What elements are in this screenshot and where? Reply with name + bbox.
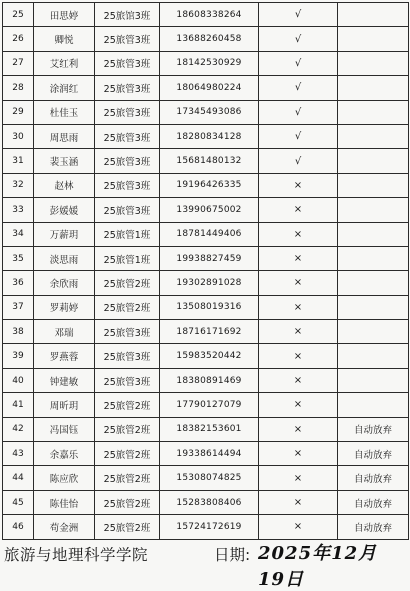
remark <box>338 344 409 368</box>
status-mark: √ <box>259 3 338 27</box>
student-name: 淡思雨 <box>34 246 95 270</box>
status-mark: √ <box>259 51 338 75</box>
class-name: 25旅管2班 <box>95 490 160 514</box>
class-name: 25旅管2班 <box>95 442 160 466</box>
remark <box>338 173 409 197</box>
phone-number: 18382153601 <box>160 417 259 441</box>
phone-number: 18781449406 <box>160 222 259 246</box>
class-name: 25旅管3班 <box>95 124 160 148</box>
phone-number: 18380891469 <box>160 368 259 392</box>
remark <box>338 100 409 124</box>
phone-number: 15283808406 <box>160 490 259 514</box>
class-name: 25旅管2班 <box>95 466 160 490</box>
class-name: 25旅管1班 <box>95 222 160 246</box>
status-mark: × <box>259 320 338 344</box>
table-row <box>3 320 409 344</box>
phone-number: 15724172619 <box>160 515 259 539</box>
row-number: 33 <box>3 198 34 222</box>
remark <box>338 51 409 75</box>
student-name: 罗燕蓉 <box>34 344 95 368</box>
status-mark: × <box>259 173 338 197</box>
class-name: 25旅管2班 <box>95 295 160 319</box>
student-name: 苟金洲 <box>34 515 95 539</box>
row-number: 45 <box>3 490 34 514</box>
student-name: 裴玉涵 <box>34 149 95 173</box>
status-mark: × <box>259 417 338 441</box>
status-mark: √ <box>259 100 338 124</box>
phone-number: 17345493086 <box>160 100 259 124</box>
remark <box>338 246 409 270</box>
phone-number: 19302891028 <box>160 271 259 295</box>
phone-number: 15308074825 <box>160 466 259 490</box>
class-name: 25旅管2班 <box>95 271 160 295</box>
row-number: 38 <box>3 320 34 344</box>
class-name: 25旅管2班 <box>95 417 160 441</box>
class-name: 25旅管3班 <box>95 76 160 100</box>
status-mark: × <box>259 222 338 246</box>
table-row <box>3 295 409 319</box>
table-row <box>3 124 409 148</box>
class-name: 25旅管3班 <box>95 100 160 124</box>
status-mark: × <box>259 295 338 319</box>
class-name: 25旅管3班 <box>95 173 160 197</box>
table-row <box>3 100 409 124</box>
student-name: 周思雨 <box>34 124 95 148</box>
table-row <box>3 222 409 246</box>
phone-number: 13508019316 <box>160 295 259 319</box>
student-name: 邓瑞 <box>34 320 95 344</box>
class-name: 25旅馆3班 <box>95 3 160 27</box>
phone-number: 13688260458 <box>160 27 259 51</box>
row-number: 32 <box>3 173 34 197</box>
status-mark: × <box>259 442 338 466</box>
status-mark: √ <box>259 27 338 51</box>
row-number: 46 <box>3 515 34 539</box>
status-mark: √ <box>259 149 338 173</box>
status-mark: × <box>259 490 338 514</box>
roster-table <box>2 2 409 540</box>
phone-number: 15983520442 <box>160 344 259 368</box>
class-name: 25旅管3班 <box>95 27 160 51</box>
row-number: 31 <box>3 149 34 173</box>
table-row <box>3 27 409 51</box>
phone-number: 18280834128 <box>160 124 259 148</box>
class-name: 25旅管3班 <box>95 320 160 344</box>
remark <box>338 320 409 344</box>
student-name: 彭媛媛 <box>34 198 95 222</box>
remark: 自动放弃 <box>338 490 409 514</box>
table-row <box>3 198 409 222</box>
row-number: 39 <box>3 344 34 368</box>
row-number: 42 <box>3 417 34 441</box>
org-name: 旅游与地理科学学院 <box>4 546 149 564</box>
class-name: 25旅管2班 <box>95 393 160 417</box>
status-mark: × <box>259 344 338 368</box>
class-name: 25旅管3班 <box>95 368 160 392</box>
remark <box>338 222 409 246</box>
remark: 自动放弃 <box>338 417 409 441</box>
class-name: 25旅管3班 <box>95 51 160 75</box>
student-name: 杜佳玉 <box>34 100 95 124</box>
remark <box>338 393 409 417</box>
table-row <box>3 393 409 417</box>
remark <box>338 3 409 27</box>
row-number: 44 <box>3 466 34 490</box>
row-number: 34 <box>3 222 34 246</box>
row-number: 43 <box>3 442 34 466</box>
table-row <box>3 442 409 466</box>
remark: 自动放弃 <box>338 515 409 539</box>
status-mark: × <box>259 466 338 490</box>
status-mark: √ <box>259 124 338 148</box>
table-row <box>3 344 409 368</box>
remark <box>338 124 409 148</box>
class-name: 25旅管2班 <box>95 515 160 539</box>
remark: 自动放弃 <box>338 466 409 490</box>
status-mark: × <box>259 515 338 539</box>
student-name: 余欣雨 <box>34 271 95 295</box>
student-name: 周昕玥 <box>34 393 95 417</box>
remark <box>338 76 409 100</box>
table-row <box>3 417 409 441</box>
table-row <box>3 490 409 514</box>
class-name: 25旅管3班 <box>95 344 160 368</box>
status-mark: × <box>259 198 338 222</box>
row-number: 40 <box>3 368 34 392</box>
table-row <box>3 173 409 197</box>
student-name: 余嘉乐 <box>34 442 95 466</box>
table-row <box>3 3 409 27</box>
student-name: 艾红利 <box>34 51 95 75</box>
row-number: 25 <box>3 3 34 27</box>
table-row <box>3 271 409 295</box>
phone-number: 18142530929 <box>160 51 259 75</box>
status-mark: × <box>259 368 338 392</box>
student-name: 赵林 <box>34 173 95 197</box>
student-name: 田思婷 <box>34 3 95 27</box>
phone-number: 18716171692 <box>160 320 259 344</box>
date-label: 日期: <box>214 546 251 564</box>
phone-number: 13990675002 <box>160 198 259 222</box>
remark <box>338 27 409 51</box>
remark <box>338 295 409 319</box>
row-number: 28 <box>3 76 34 100</box>
row-number: 41 <box>3 393 34 417</box>
signature-footer <box>4 541 404 590</box>
table-row <box>3 515 409 539</box>
row-number: 27 <box>3 51 34 75</box>
row-number: 37 <box>3 295 34 319</box>
table-row <box>3 368 409 392</box>
row-number: 36 <box>3 271 34 295</box>
student-name: 陈应欣 <box>34 466 95 490</box>
status-mark: × <box>259 246 338 270</box>
status-mark: √ <box>259 76 338 100</box>
status-mark: × <box>259 271 338 295</box>
phone-number: 19196426335 <box>160 173 259 197</box>
status-mark: × <box>259 393 338 417</box>
student-name: 陈佳怡 <box>34 490 95 514</box>
remark <box>338 271 409 295</box>
row-number: 35 <box>3 246 34 270</box>
student-name: 罗莉婷 <box>34 295 95 319</box>
table-row <box>3 246 409 270</box>
table-row <box>3 149 409 173</box>
remark <box>338 368 409 392</box>
table-row <box>3 76 409 100</box>
phone-number: 18064980224 <box>160 76 259 100</box>
phone-number: 17790127079 <box>160 393 259 417</box>
student-name: 钟建敏 <box>34 368 95 392</box>
student-name: 卿悦 <box>34 27 95 51</box>
phone-number: 19338614494 <box>160 442 259 466</box>
roster-table-body <box>3 3 409 540</box>
phone-number: 19938827459 <box>160 246 259 270</box>
row-number: 29 <box>3 100 34 124</box>
table-row <box>3 51 409 75</box>
student-name: 万薪玥 <box>34 222 95 246</box>
phone-number: 15681480132 <box>160 149 259 173</box>
class-name: 25旅管3班 <box>95 149 160 173</box>
class-name: 25旅管3班 <box>95 198 160 222</box>
student-name: 涂润红 <box>34 76 95 100</box>
row-number: 30 <box>3 124 34 148</box>
class-name: 25旅管1班 <box>95 246 160 270</box>
remark <box>338 149 409 173</box>
handwritten-date: 2025年12月19日 <box>258 543 378 590</box>
student-name: 冯国钰 <box>34 417 95 441</box>
table-row <box>3 466 409 490</box>
remark <box>338 198 409 222</box>
row-number: 26 <box>3 27 34 51</box>
phone-number: 18608338264 <box>160 3 259 27</box>
remark: 自动放弃 <box>338 442 409 466</box>
